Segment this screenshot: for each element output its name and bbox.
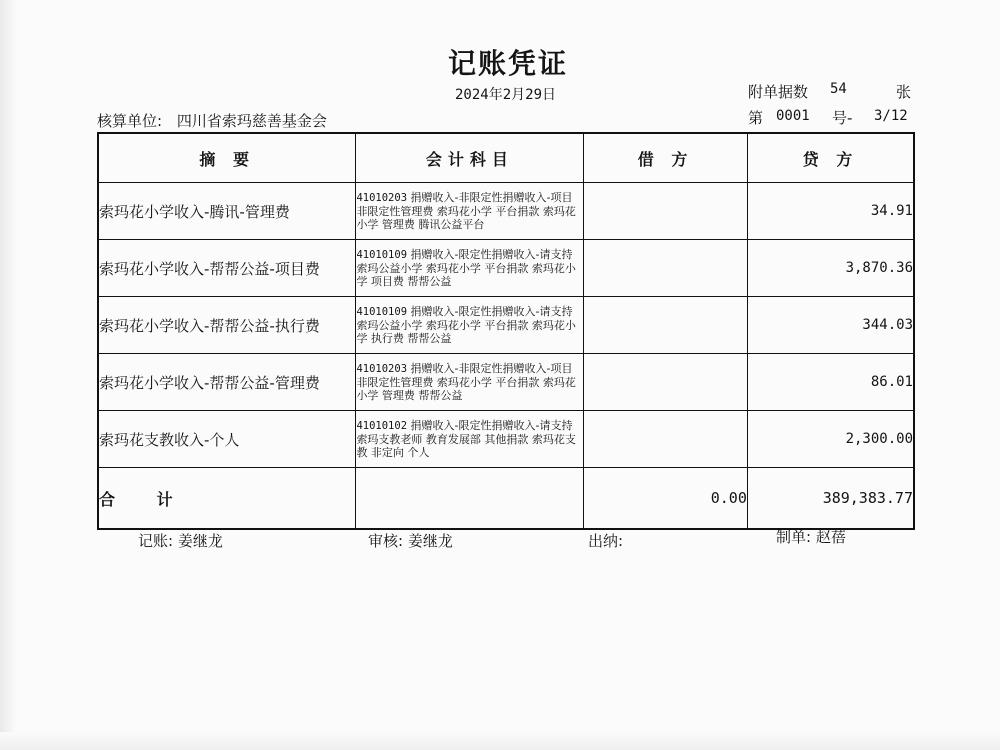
voucher-number-suffix: 号- — [832, 109, 853, 127]
table-header-row — [98, 133, 914, 183]
bookkeeper-name: 姜继龙 — [177, 532, 223, 550]
row-account — [356, 240, 584, 297]
cashier-label: 出纳: — [588, 532, 624, 550]
total-account-blank — [356, 468, 584, 530]
table-row — [98, 240, 914, 297]
header-account: 会计科目 — [356, 133, 584, 183]
row-account — [356, 297, 584, 354]
reviewer-label: 审核: — [368, 532, 404, 550]
account-text: 捐赠收入-非限定性捐赠收入-项目非限定性管理费 索玛花小学 平台捐款 索玛花小学 管理费 帮帮公益 — [356, 362, 576, 402]
voucher-table — [97, 132, 915, 530]
preparer-field — [776, 526, 846, 547]
header-debit: 借 方 — [584, 133, 748, 183]
reviewer-field — [368, 530, 453, 551]
header-summary: 摘 要 — [98, 133, 356, 183]
preparer-name: 赵蓓 — [815, 528, 846, 546]
total-label: 合 计 — [98, 468, 356, 530]
row-summary: 索玛花小学收入-帮帮公益-管理费 — [98, 354, 356, 411]
preparer-label: 制单: — [776, 528, 812, 546]
attachments-count: 54 — [830, 81, 847, 97]
account-text: 捐赠收入-非限定性捐赠收入-项目非限定性管理费 索玛花小学 平台捐款 索玛花小学 管理费 腾讯公益平台 — [356, 191, 576, 231]
voucher-number-prefix: 第 — [748, 109, 764, 127]
row-summary: 索玛花小学收入-帮帮公益-项目费 — [98, 240, 356, 297]
attachments-label: 附单据数 — [748, 83, 809, 101]
table-row — [98, 354, 914, 411]
table-row — [98, 183, 914, 240]
account-code: 41010109 — [356, 306, 408, 318]
account-code: 41010102 — [356, 420, 408, 432]
accounting-unit — [97, 110, 327, 131]
table-row — [98, 411, 914, 468]
row-credit: 86.01 — [747, 354, 914, 411]
voucher-number-value: 0001 — [776, 108, 810, 124]
row-debit — [584, 183, 748, 240]
account-text: 捐赠收入-限定性捐赠收入-请支持索玛支教老师 教育发展部 其他捐款 索玛花支教 非定向 个人 — [356, 419, 576, 459]
account-code: 41010203 — [356, 363, 408, 375]
bookkeeper-label: 记账: — [138, 532, 174, 550]
voucher-title: 记账凭证 — [447, 47, 568, 80]
row-debit — [584, 297, 748, 354]
row-credit: 3,870.36 — [747, 240, 914, 297]
signature-footer — [0, 530, 1000, 554]
row-account — [356, 354, 584, 411]
row-debit — [584, 354, 748, 411]
account-code: 41010109 — [356, 249, 408, 261]
row-account — [356, 411, 584, 468]
total-row — [98, 468, 914, 530]
accounting-unit-label: 核算单位: — [97, 112, 163, 130]
row-debit — [584, 240, 748, 297]
header-credit: 贷 方 — [747, 133, 914, 183]
voucher-page: 3/12 — [874, 108, 908, 124]
accounting-unit-name: 四川省索玛慈善基金会 — [176, 112, 327, 130]
row-summary: 索玛花小学收入-帮帮公益-执行费 — [98, 297, 356, 354]
account-text: 捐赠收入-限定性捐赠收入-请支持索玛公益小学 索玛花小学 平台捐款 索玛花小学 执行费 帮帮公益 — [356, 305, 576, 345]
scan-shadow-edge — [0, 0, 16, 750]
row-credit: 344.03 — [747, 297, 914, 354]
voucher-number — [748, 107, 918, 127]
row-summary: 索玛花支教收入-个人 — [98, 411, 356, 468]
row-account — [356, 183, 584, 240]
total-debit: 0.00 — [584, 468, 748, 530]
row-credit: 2,300.00 — [747, 411, 914, 468]
attachments-unit: 张 — [896, 83, 912, 101]
cashier-field — [588, 530, 623, 551]
row-credit: 34.91 — [747, 183, 914, 240]
scan-shadow-bottom — [0, 732, 1000, 750]
voucher-date: 2024年2月29日 — [455, 87, 557, 103]
reviewer-name: 姜继龙 — [407, 532, 453, 550]
bookkeeper-field — [138, 530, 223, 551]
row-debit — [584, 411, 748, 468]
table-row — [98, 297, 914, 354]
account-text: 捐赠收入-限定性捐赠收入-请支持索玛公益小学 索玛花小学 平台捐款 索玛花小学 项目费 帮帮公益 — [356, 248, 576, 288]
row-summary: 索玛花小学收入-腾讯-管理费 — [98, 183, 356, 240]
total-credit: 389,383.77 — [747, 468, 914, 530]
account-code: 41010203 — [356, 192, 408, 204]
